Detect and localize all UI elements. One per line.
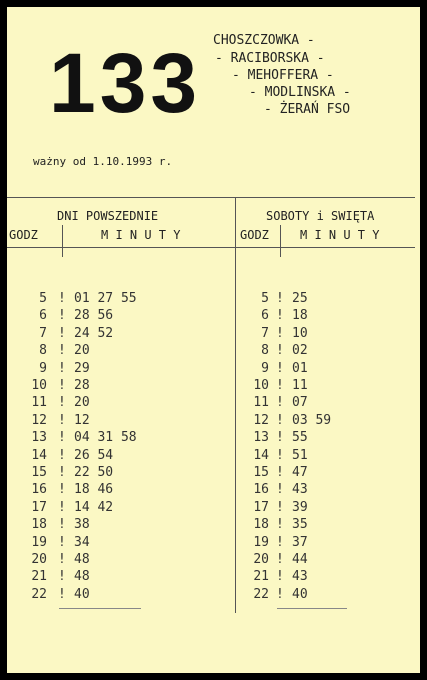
minutes-cell: 20 [74, 343, 90, 359]
minutes-cell: 22 50 [74, 465, 114, 480]
weekdays-minutes-header: M I N U T Y [101, 228, 181, 242]
minutes-cell: 02 [292, 343, 308, 359]
hour-cell: 11 [253, 395, 269, 411]
weekends-row [7, 377, 407, 394]
hour-cell: 11 [31, 395, 47, 411]
weekend-header-divider [280, 225, 281, 257]
hour-cell: 7 [39, 325, 47, 341]
separator-mark: ! [276, 378, 284, 393]
hour-cell: 20 [253, 552, 269, 567]
separator-mark: ! [276, 465, 284, 480]
hour-cell: 17 [31, 499, 47, 515]
weekends-row [7, 568, 407, 585]
minutes-cell: 18 46 [74, 482, 114, 498]
hour-cell: 5 [39, 291, 47, 306]
weekends-hour-header: GODZ [240, 228, 269, 242]
hour-cell: 18 [253, 517, 269, 533]
hour-cell: 21 [31, 569, 47, 585]
hour-cell: 8 [261, 343, 269, 359]
separator-mark: ! [58, 552, 66, 567]
minutes-cell: 51 [292, 447, 308, 463]
separator-mark: ! [58, 291, 66, 306]
minutes-cell: 43 [292, 482, 308, 498]
minutes-cell: 28 [74, 378, 90, 393]
header-bottom-rule [7, 247, 415, 248]
hour-cell: 7 [261, 325, 269, 341]
hour-cell: 14 [31, 447, 47, 463]
separator-mark: ! [58, 534, 66, 550]
separator-mark: ! [58, 499, 66, 515]
separator-mark: ! [276, 482, 284, 498]
minutes-cell: 43 [292, 569, 308, 585]
weekends-row [7, 586, 407, 603]
minutes-cell: 11 [292, 378, 308, 393]
hour-cell: 12 [31, 412, 47, 428]
minutes-cell: 07 [292, 395, 308, 411]
separator-mark: ! [58, 395, 66, 411]
weekends-row [7, 342, 407, 359]
hour-cell: 22 [31, 586, 47, 602]
separator-mark: ! [276, 412, 284, 428]
weekends-row [7, 481, 407, 498]
weekends-row [7, 307, 407, 324]
separator-mark: ! [58, 482, 66, 498]
separator-mark: ! [276, 343, 284, 359]
separator-mark: ! [58, 465, 66, 480]
hour-cell: 17 [253, 499, 269, 515]
weekdays-hour-header: GODZ [9, 228, 38, 242]
hour-cell: 6 [261, 308, 269, 324]
stop-raciborska: - RACIBORSKA - [215, 51, 325, 66]
hour-cell: 16 [253, 482, 269, 498]
separator-mark: ! [58, 378, 66, 393]
weekends-row [7, 551, 407, 568]
weekends-row [7, 447, 407, 464]
weekends-row [7, 499, 407, 516]
hour-cell: 15 [31, 465, 47, 480]
weekends-row [7, 412, 407, 429]
minutes-cell: 18 [292, 308, 308, 324]
minutes-cell: 20 [74, 395, 90, 411]
separator-mark: ! [58, 586, 66, 602]
minutes-cell: 04 31 58 [74, 430, 137, 446]
minutes-cell: 55 [292, 430, 308, 446]
separator-mark: ! [276, 308, 284, 324]
hour-cell: 19 [253, 534, 269, 550]
weekends-row [7, 516, 407, 533]
separator-mark: ! [276, 569, 284, 585]
separator-mark: ! [58, 308, 66, 324]
separator-mark: ! [58, 360, 66, 376]
separator-mark: ! [276, 499, 284, 515]
minutes-cell: 14 42 [74, 499, 114, 515]
separator-mark: ! [276, 360, 284, 376]
minutes-cell: 25 [292, 291, 308, 306]
valid-from-text: ważny od 1.10.1993 r. [33, 155, 173, 168]
minutes-cell: 40 [292, 586, 308, 602]
hour-cell: 22 [253, 586, 269, 602]
hour-cell: 15 [253, 465, 269, 480]
separator-mark: ! [276, 534, 284, 550]
hour-cell: 9 [261, 360, 269, 376]
minutes-cell: 01 [292, 360, 308, 376]
separator-mark: ! [276, 447, 284, 463]
weekends-row [7, 290, 407, 307]
weekday-end-rule [59, 608, 141, 609]
hour-cell: 16 [31, 482, 47, 498]
weekends-row [7, 394, 407, 411]
minutes-cell: 01 27 55 [74, 291, 137, 306]
table-top-rule [7, 197, 415, 198]
weekends-row [7, 429, 407, 446]
minutes-cell: 44 [292, 552, 308, 567]
separator-mark: ! [58, 569, 66, 585]
minutes-cell: 03 59 [292, 412, 332, 428]
route-number: 133 [49, 36, 202, 130]
hour-cell: 13 [253, 430, 269, 446]
hour-cell: 20 [31, 552, 47, 567]
minutes-cell: 29 [74, 360, 90, 376]
separator-mark: ! [58, 430, 66, 446]
separator-mark: ! [276, 291, 284, 306]
timetable-sheet [7, 7, 420, 673]
hour-cell: 9 [39, 360, 47, 376]
separator-mark: ! [58, 447, 66, 463]
minutes-cell: 40 [74, 586, 90, 602]
minutes-cell: 24 52 [74, 325, 114, 341]
minutes-cell: 48 [74, 569, 90, 585]
minutes-cell: 39 [292, 499, 308, 515]
minutes-cell: 35 [292, 517, 308, 533]
minutes-cell: 47 [292, 465, 308, 480]
hour-cell: 19 [31, 534, 47, 550]
hour-cell: 13 [31, 430, 47, 446]
separator-mark: ! [58, 517, 66, 533]
hour-cell: 12 [253, 412, 269, 428]
weekends-row [7, 464, 407, 481]
weekday-header-divider [62, 225, 63, 257]
separator-mark: ! [276, 325, 284, 341]
hour-cell: 10 [253, 378, 269, 393]
separator-mark: ! [58, 412, 66, 428]
minutes-cell: 48 [74, 552, 90, 567]
hour-cell: 8 [39, 343, 47, 359]
minutes-cell: 34 [74, 534, 90, 550]
hour-cell: 18 [31, 517, 47, 533]
weekend-end-rule [277, 608, 347, 609]
weekends-title: SOBOTY i SWIĘTA [266, 209, 375, 223]
separator-mark: ! [276, 517, 284, 533]
separator-mark: ! [276, 430, 284, 446]
minutes-cell: 28 56 [74, 308, 114, 324]
weekends-row [7, 325, 407, 342]
separator-mark: ! [276, 552, 284, 567]
weekends-minutes-header: M I N U T Y [300, 228, 380, 242]
stop-choszczowka: CHOSZCZOWKA - [213, 33, 315, 48]
weekends-row [7, 360, 407, 377]
minutes-cell: 38 [74, 517, 90, 533]
minutes-cell: 12 [74, 412, 90, 428]
weekends-row [7, 534, 407, 551]
minutes-cell: 37 [292, 534, 308, 550]
hour-cell: 21 [253, 569, 269, 585]
stop-mehoffera: - MEHOFFERA - [232, 68, 334, 83]
hour-cell: 14 [253, 447, 269, 463]
minutes-cell: 26 54 [74, 447, 114, 463]
stop-zeran-fso: - ŻERAŃ FSO [264, 102, 351, 117]
separator-mark: ! [58, 325, 66, 341]
minutes-cell: 10 [292, 325, 308, 341]
separator-mark: ! [276, 586, 284, 602]
weekdays-title: DNI POWSZEDNIE [57, 209, 159, 223]
hour-cell: 10 [31, 378, 47, 393]
hour-cell: 5 [261, 291, 269, 306]
hour-cell: 6 [39, 308, 47, 324]
separator-mark: ! [58, 343, 66, 359]
stop-modlinska: - MODLINSKA - [249, 85, 351, 100]
separator-mark: ! [276, 395, 284, 411]
